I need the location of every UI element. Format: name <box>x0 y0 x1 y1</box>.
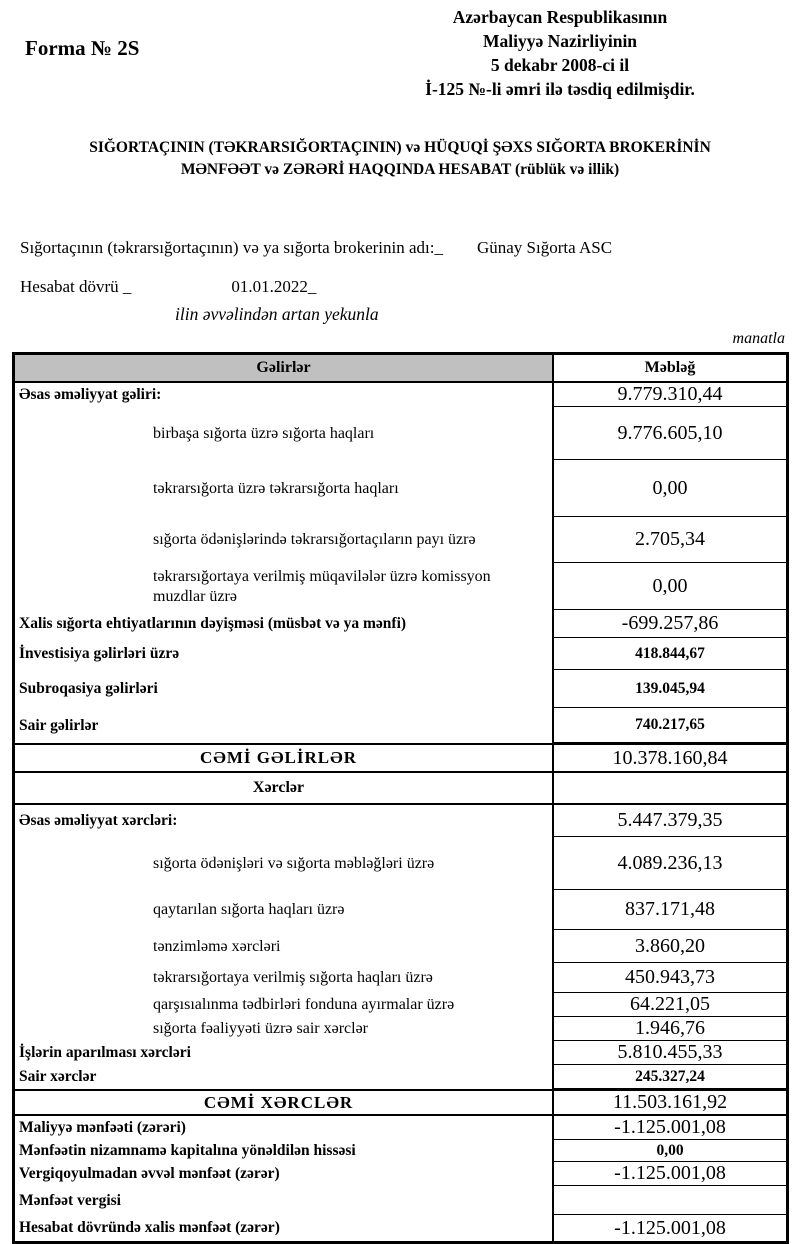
row-label: Xalis sığorta ehtiyatlarının dəyişməsi (müsbət və ya mənfi) <box>19 615 407 633</box>
row-label: sığorta fəaliyyəti üzrə sair xərclər <box>153 1020 368 1037</box>
table-row <box>15 383 786 407</box>
row-value: 418.844,67 <box>552 638 786 670</box>
row-value: 4.089.236,13 <box>552 837 786 890</box>
row-label: təkrarsığortaya verilmiş sığorta haqları üzrə <box>153 969 433 986</box>
row-value: 2.705,34 <box>552 517 786 563</box>
approval-line-4: İ-125 №-li əmri ilə təsdiq edilmişdir. <box>425 79 695 99</box>
table-row <box>15 1116 786 1140</box>
row-value: 64.221,05 <box>552 993 786 1017</box>
approval-line-2: Maliyyə Nazirliyinin <box>482 31 638 51</box>
row-label: təkrarsığortaya verilmiş müqavilələr üzrə komissyon muzdlar üzrə <box>153 567 491 605</box>
row-value: 0,00 <box>552 1140 786 1162</box>
row-value: -699.257,86 <box>552 610 786 638</box>
table-row <box>15 1215 786 1241</box>
row-label: Hesabat dövründə xalis mənfəət (zərər) <box>19 1219 280 1237</box>
row-label: Subroqasiya gəlirləri <box>19 680 158 698</box>
table-row <box>15 1140 786 1162</box>
row-value: 0,00 <box>552 563 786 610</box>
row-value: -1.125.001,08 <box>552 1162 786 1186</box>
row-value: 837.171,48 <box>552 890 786 930</box>
row-label: sığorta ödənişlərində təkrarsığortaçıların payı üzrə <box>153 531 476 548</box>
row-label: Vergiqoyulmadan əvvəl mənfəət (zərər) <box>19 1165 280 1183</box>
row-label: Mənfəət vergisi <box>19 1191 121 1209</box>
table-row <box>15 460 786 517</box>
row-label: CƏMİ GƏLİRLƏR <box>200 748 357 768</box>
row-value <box>552 1186 786 1215</box>
row-value: 1.946,76 <box>552 1017 786 1041</box>
report-title-line-1: SIĞORTAÇININ (TƏKRARSIĞORTAÇININ) və HÜQUQİ ŞƏXS SIĞORTA BROKERİNİN <box>89 139 711 156</box>
row-value: 245.327,24 <box>552 1065 786 1089</box>
row-value: 0,00 <box>552 460 786 517</box>
row-label: Əsas əməliyyat gəliri: <box>19 386 162 404</box>
table-row <box>15 890 786 930</box>
table-row <box>15 805 786 837</box>
table-row <box>15 743 786 773</box>
row-label: İşlərin aparılması xərcləri <box>19 1044 191 1062</box>
row-value: 5.447.379,35 <box>552 805 786 837</box>
company-name-row <box>20 238 612 258</box>
row-label: Sair xərclər <box>19 1068 97 1086</box>
table-row <box>15 773 786 805</box>
row-label: Mənfəətin nizamnamə kapitalına yönəldilən hissəsi <box>19 1142 356 1160</box>
row-label: CƏMİ XƏRCLƏR <box>203 1092 354 1112</box>
row-label: Maliyyə mənfəəti (zərəri) <box>19 1119 186 1137</box>
table-row <box>15 638 786 670</box>
approval-line-3: 5 dekabr 2008-ci il <box>490 55 630 75</box>
row-value: 3.860,20 <box>552 930 786 963</box>
table-row <box>15 963 786 993</box>
row-value: 139.045,94 <box>552 670 786 708</box>
row-label: Əsas əməliyyat xərcləri: <box>19 812 178 830</box>
reporting-period-label: Hesabat dövrü _ <box>20 277 132 296</box>
table-row <box>15 563 786 610</box>
table-row <box>15 930 786 963</box>
row-label: Xərclər <box>252 779 305 796</box>
currency-note: manatla <box>732 330 785 347</box>
table-row <box>15 708 786 743</box>
row-value: -1.125.001,08 <box>552 1116 786 1140</box>
row-value: 11.503.161,92 <box>552 1091 786 1114</box>
row-label: Sair gəlirlər <box>19 716 99 734</box>
table-row <box>15 1162 786 1186</box>
table-row <box>15 670 786 708</box>
income-column-header: Gəlirlər <box>15 355 552 381</box>
amount-column-header: Məbləğ <box>552 355 786 381</box>
table-row <box>15 1041 786 1065</box>
report-title-line-2: MƏNFƏƏT və ZƏRƏRİ HAQQINDA HESABAT (rüblük və illik) <box>180 161 620 178</box>
row-value: 10.378.160,84 <box>552 745 786 771</box>
reporting-period-value: 01.01.2022_ <box>231 277 317 296</box>
row-label: tənzimləmə xərcləri <box>153 937 281 955</box>
report-title <box>30 137 770 181</box>
row-label: birbaşa sığorta üzrə sığorta haqları <box>153 424 375 442</box>
row-value: 9.776.605,10 <box>552 407 786 460</box>
report-table <box>12 352 789 1244</box>
row-label: təkrarsığorta üzrə təkrarsığorta haqları <box>153 479 399 497</box>
reporting-period-row <box>20 277 316 297</box>
row-value: -1.125.001,08 <box>552 1215 786 1241</box>
table-row <box>15 1065 786 1089</box>
table-row <box>15 993 786 1017</box>
row-label: İnvestisiya gəlirləri üzrə <box>19 645 180 663</box>
table-row <box>15 1017 786 1041</box>
table-row <box>15 1089 786 1116</box>
table-header-row <box>15 355 786 383</box>
report-table-body <box>15 383 786 1241</box>
table-row <box>15 837 786 890</box>
table-row <box>15 1186 786 1215</box>
row-label: sığorta ödənişləri və sığorta məbləğləri üzrə <box>153 854 435 872</box>
table-row <box>15 407 786 460</box>
row-value: 740.217,65 <box>552 708 786 743</box>
row-value: 450.943,73 <box>552 963 786 993</box>
table-row <box>15 517 786 563</box>
row-value <box>552 773 786 803</box>
table-row <box>15 610 786 638</box>
approval-line-1: Azərbaycan Respublikasının <box>452 7 668 27</box>
approval-block <box>300 5 800 101</box>
row-value: 5.810.455,33 <box>552 1041 786 1065</box>
row-label: qarşısıalınma tədbirləri fonduna ayırmalar üzrə <box>153 996 455 1013</box>
row-value: 9.779.310,44 <box>552 383 786 407</box>
company-name-label: Sığortaçının (təkrarsığortaçının) və ya sığorta brokerinin adı:_ <box>20 238 443 257</box>
row-label: qaytarılan sığorta haqları üzrə <box>153 901 345 918</box>
company-name-value: Günay Sığorta ASC <box>476 238 613 257</box>
form-number: Forma № 2S <box>25 36 140 60</box>
accumulation-note: ilin əvvəlindən artan yekunla <box>175 304 379 324</box>
